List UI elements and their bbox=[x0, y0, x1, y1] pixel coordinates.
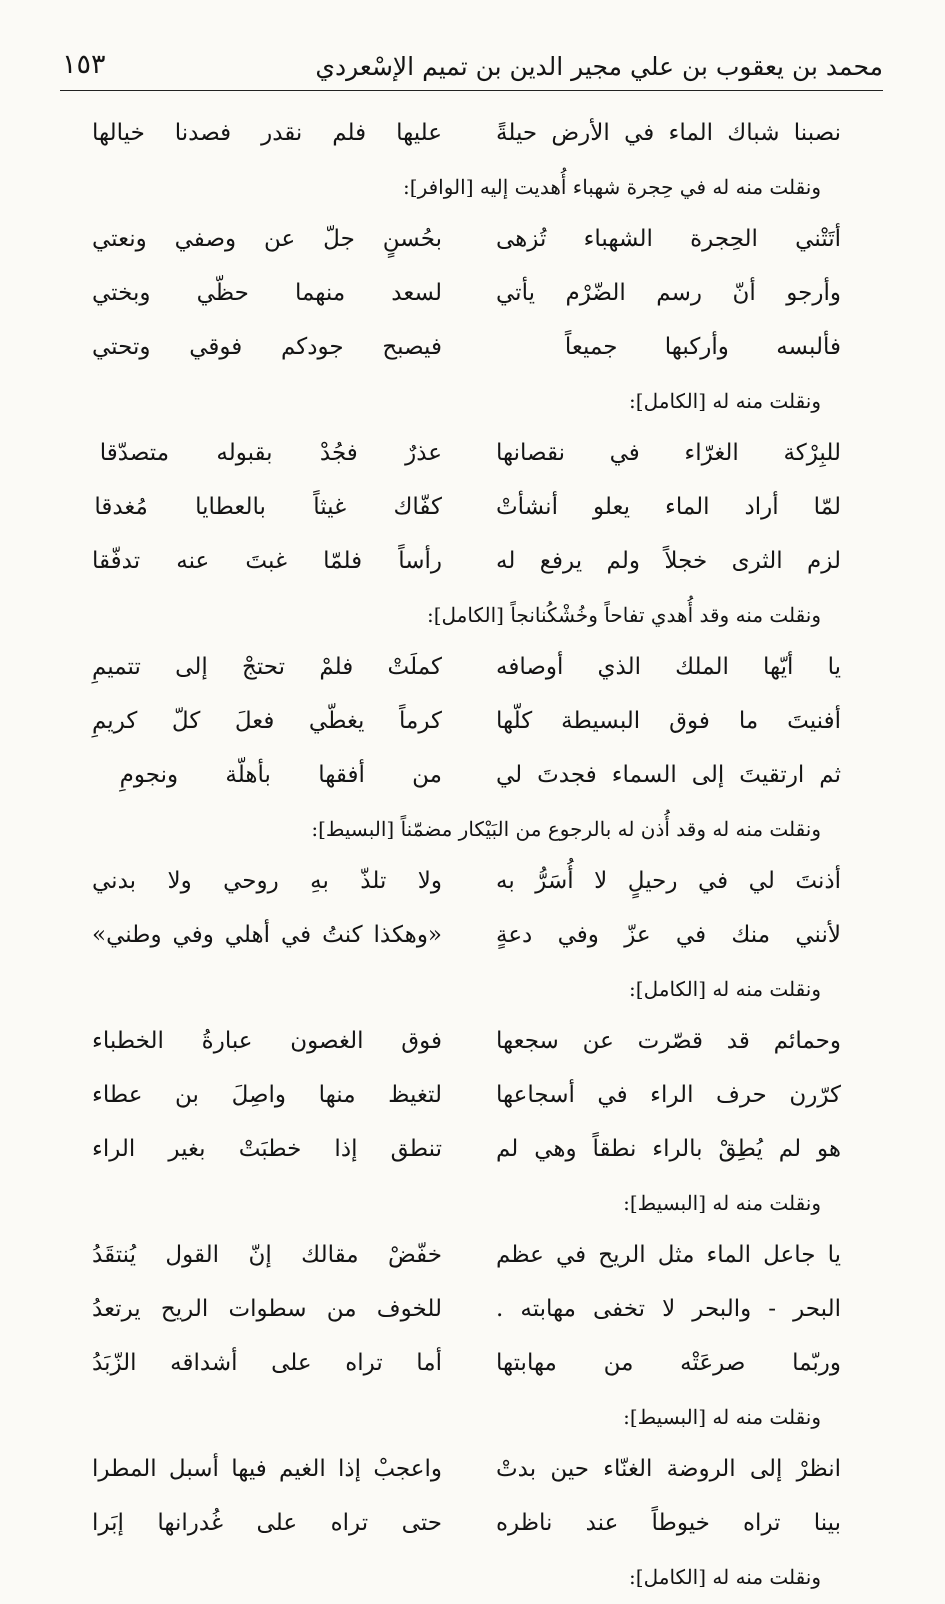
verse-line bbox=[92, 908, 841, 962]
verse-line bbox=[92, 854, 841, 908]
poem-introduction: ونقلت منه له [الكامل]: bbox=[629, 1565, 821, 1589]
poem-introduction: ونقلت منه له [البسيط]: bbox=[623, 1191, 821, 1215]
page-number: ١٥٣ bbox=[62, 49, 106, 80]
verse-line bbox=[92, 694, 841, 748]
verse-first-hemistich: ثم ارتقيتَ إلى السماء فجدتَ لي bbox=[496, 762, 841, 788]
verse-second-hemistich: عليها فلم نقدر فصدنا خيالها bbox=[92, 120, 442, 146]
verse-first-hemistich: لزم الثرى خجلاً ولم يرفع له bbox=[496, 548, 841, 574]
verse-second-hemistich: تنطق إذا خطبَتْ بغير الراء bbox=[92, 1136, 442, 1162]
poem-introduction: ونقلت منه له [الكامل]: bbox=[629, 977, 821, 1001]
verse-second-hemistich: «وهكذا كنتُ في أهلي وفي وطني» bbox=[92, 922, 442, 948]
verse-first-hemistich: للبِرْكة الغرّاء في نقصانها bbox=[496, 440, 841, 466]
verse-second-hemistich: حتى تراه على غُدرانها إبَرا bbox=[92, 1510, 442, 1536]
verse-first-hemistich: هو لم يُطِقْ بالراء نطقاً وهي لم bbox=[496, 1136, 841, 1162]
verse-first-hemistich: فألبسه وأركبها جميعاً bbox=[564, 334, 841, 360]
verse-first-hemistich: لأنني منك في عزّ وفي دعةٍ bbox=[496, 922, 841, 948]
verse-first-hemistich: بينا تراه خيوطاً عند ناظره bbox=[496, 1510, 841, 1536]
verse-first-hemistich: أتَتْني الحِجرة الشهباء تُزهى bbox=[496, 226, 841, 252]
verse-second-hemistich: فيصبح جودكم فوقي وتحتي bbox=[92, 334, 442, 360]
poem-introduction: ونقلت منه له [الكامل]: bbox=[629, 389, 821, 413]
verse-second-hemistich: بحُسنٍ جلّ عن وصفي ونعتي bbox=[92, 226, 442, 252]
verse-line bbox=[92, 1282, 841, 1336]
verse-line bbox=[92, 1496, 841, 1550]
verse-line bbox=[92, 1228, 841, 1282]
poem-introduction: ونقلت منه له في حِجرة شهباء أُهديت إليه [الوافر]: bbox=[403, 175, 821, 199]
verse-line bbox=[92, 320, 841, 374]
verse-second-hemistich: من أفقها بأهلّة ونجومِ bbox=[119, 762, 442, 788]
verse-line bbox=[92, 1442, 841, 1496]
verse-first-hemistich: وحمائم قد قصّرت عن سجعها bbox=[496, 1028, 841, 1054]
verse-line bbox=[92, 480, 841, 534]
poem-introduction: ونقلت منه وقد أُهدي تفاحاً وخُشْكُنانجاً [الكامل]: bbox=[426, 603, 821, 627]
verse-first-hemistich: أفنيتَ ما فوق البسيطة كلّها bbox=[496, 708, 841, 734]
verse-second-hemistich: عذرٌ فجُدْ بقبوله متصدّقا bbox=[99, 440, 442, 466]
verse-second-hemistich: لتغيظ منها واصِلَ بن عطاء bbox=[92, 1082, 442, 1108]
verse-first-hemistich: أذنتَ لي في رحيلٍ لا أُسَرُّ به bbox=[496, 868, 841, 894]
poem-introduction: ونقلت منه له وقد أُذن له بالرجوع من البَيْكار مضمّناً [البسيط]: bbox=[311, 817, 821, 841]
verse-second-hemistich: فوق الغصون عبارةُ الخطباء bbox=[92, 1028, 442, 1054]
verse-second-hemistich: كرماً يغطّي فعلَ كلّ كريمِ bbox=[92, 708, 442, 734]
verse-first-hemistich: كرّرن حرف الراء في أسجاعها bbox=[496, 1082, 841, 1108]
verse-line bbox=[92, 748, 841, 802]
poetry-content bbox=[92, 106, 841, 1602]
verse-first-hemistich: نصبنا شباك الماء في الأرض حيلةً bbox=[496, 120, 841, 146]
verse-second-hemistich: أما تراه على أشداقه الزّبَدُ bbox=[92, 1350, 442, 1376]
verse-line bbox=[92, 534, 841, 588]
verse-second-hemistich: لسعد منهما حظّي وبختي bbox=[92, 280, 442, 306]
running-title: محمد بن يعقوب بن علي مجير الدين بن تميم الإسْعردي bbox=[315, 52, 883, 81]
verse-second-hemistich: كملَتْ فلمْ تحتجْ إلى تتميمِ bbox=[92, 654, 442, 680]
verse-line bbox=[92, 212, 841, 266]
verse-line bbox=[92, 1068, 841, 1122]
verse-first-hemistich: لمّا أراد الماء يعلو أنشأتْ bbox=[496, 494, 841, 520]
verse-line bbox=[92, 106, 841, 160]
verse-line bbox=[92, 1014, 841, 1068]
verse-line bbox=[92, 640, 841, 694]
verse-first-hemistich: انظرْ إلى الروضة الغنّاء حين بدتْ bbox=[496, 1456, 841, 1482]
verse-second-hemistich: واعجبْ إذا الغيم فيها أسبل المطرا bbox=[92, 1456, 442, 1482]
verse-first-hemistich: البحر - والبحر لا تخفى مهابته . bbox=[496, 1296, 841, 1322]
verse-line bbox=[92, 1336, 841, 1390]
verse-second-hemistich: ولا تلذّ بهِ روحي ولا بدني bbox=[92, 868, 442, 894]
verse-first-hemistich: وربّما صرعَتْه من مهابتها bbox=[496, 1350, 841, 1376]
verse-second-hemistich: رأساً فلمّا غبتَ عنه تدفّقا bbox=[92, 548, 442, 574]
verse-second-hemistich: كفّاك غيثاً بالعطايا مُغدقا bbox=[94, 494, 442, 520]
verse-second-hemistich: للخوف من سطوات الريح يرتعدُ bbox=[92, 1296, 442, 1322]
page-header bbox=[60, 46, 883, 91]
verse-line bbox=[92, 266, 841, 320]
verse-second-hemistich: خفّضْ مقالك إنّ القول يُنتقَدُ bbox=[92, 1242, 442, 1268]
verse-line bbox=[92, 1122, 841, 1176]
verse-line bbox=[92, 426, 841, 480]
verse-first-hemistich: يا جاعل الماء مثل الريح في عظم bbox=[496, 1242, 841, 1268]
verse-first-hemistich: يا أيّها الملك الذي أوصافه bbox=[496, 654, 841, 680]
verse-first-hemistich: وأرجو أنّ رسم الضّرْم يأتي bbox=[496, 280, 841, 306]
poem-introduction: ونقلت منه له [البسيط]: bbox=[623, 1405, 821, 1429]
